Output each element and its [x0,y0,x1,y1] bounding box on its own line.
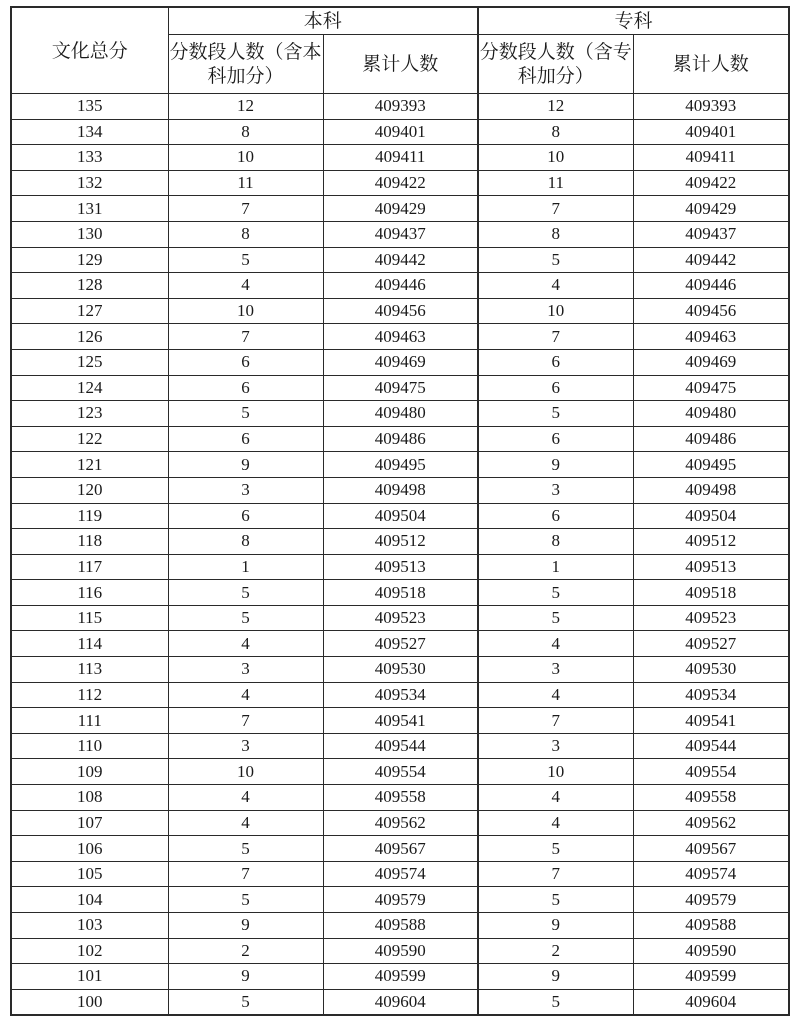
cell-undergrad-count: 10 [168,145,323,171]
table-row [11,913,789,939]
cell-junior-count: 4 [478,785,633,811]
cell-undergrad-count: 1 [168,554,323,580]
header-undergrad: 本科 [168,7,478,35]
cell-undergrad-count: 6 [168,426,323,452]
cell-undergrad-cumulative: 409579 [323,887,478,913]
cell-junior-count: 3 [478,477,633,503]
cell-undergrad-cumulative: 409411 [323,145,478,171]
cell-score: 128 [11,273,168,299]
cell-junior-cumulative: 409469 [633,349,789,375]
table-row [11,452,789,478]
header-score: 文化总分 [11,7,168,94]
cell-score: 130 [11,221,168,247]
cell-score: 123 [11,401,168,427]
cell-undergrad-cumulative: 409498 [323,477,478,503]
cell-score: 133 [11,145,168,171]
cell-junior-cumulative: 409422 [633,170,789,196]
cell-undergrad-count: 7 [168,861,323,887]
table-row [11,298,789,324]
cell-junior-cumulative: 409498 [633,477,789,503]
cell-junior-cumulative: 409411 [633,145,789,171]
table-row [11,349,789,375]
table-row [11,529,789,555]
cell-junior-cumulative: 409437 [633,221,789,247]
cell-junior-cumulative: 409574 [633,861,789,887]
cell-junior-cumulative: 409562 [633,810,789,836]
cell-undergrad-cumulative: 409463 [323,324,478,350]
cell-junior-cumulative: 409504 [633,503,789,529]
cell-undergrad-count: 4 [168,785,323,811]
cell-undergrad-count: 6 [168,375,323,401]
cell-junior-cumulative: 409513 [633,554,789,580]
cell-undergrad-cumulative: 409504 [323,503,478,529]
cell-undergrad-count: 5 [168,401,323,427]
cell-junior-cumulative: 409429 [633,196,789,222]
cell-undergrad-cumulative: 409534 [323,682,478,708]
table-row [11,273,789,299]
table-row [11,989,789,1015]
cell-score: 103 [11,913,168,939]
cell-score: 129 [11,247,168,273]
table-row [11,247,789,273]
cell-score: 131 [11,196,168,222]
cell-undergrad-cumulative: 409422 [323,170,478,196]
cell-undergrad-count: 8 [168,529,323,555]
cell-undergrad-cumulative: 409518 [323,580,478,606]
cell-undergrad-count: 7 [168,196,323,222]
cell-score: 104 [11,887,168,913]
cell-undergrad-cumulative: 409590 [323,938,478,964]
cell-score: 105 [11,861,168,887]
table-row [11,785,789,811]
cell-junior-count: 12 [478,94,633,120]
cell-undergrad-count: 9 [168,452,323,478]
cell-undergrad-count: 10 [168,298,323,324]
cell-junior-count: 10 [478,759,633,785]
table-row [11,94,789,120]
cell-junior-count: 5 [478,247,633,273]
cell-score: 113 [11,657,168,683]
cell-undergrad-cumulative: 409567 [323,836,478,862]
cell-junior-cumulative: 409486 [633,426,789,452]
table-row [11,682,789,708]
cell-junior-count: 9 [478,913,633,939]
cell-undergrad-cumulative: 409446 [323,273,478,299]
cell-score: 107 [11,810,168,836]
cell-score: 132 [11,170,168,196]
cell-undergrad-cumulative: 409523 [323,605,478,631]
cell-junior-count: 10 [478,298,633,324]
cell-junior-count: 5 [478,401,633,427]
cell-score: 124 [11,375,168,401]
cell-undergrad-cumulative: 409530 [323,657,478,683]
table-row [11,401,789,427]
table-row [11,324,789,350]
cell-junior-cumulative: 409604 [633,989,789,1015]
table-row [11,503,789,529]
table-row [11,426,789,452]
cell-score: 119 [11,503,168,529]
table-row [11,221,789,247]
table-row [11,657,789,683]
cell-junior-cumulative: 409530 [633,657,789,683]
cell-junior-count: 5 [478,887,633,913]
cell-junior-cumulative: 409495 [633,452,789,478]
cell-undergrad-cumulative: 409456 [323,298,478,324]
cell-junior-count: 6 [478,375,633,401]
cell-score: 127 [11,298,168,324]
cell-undergrad-cumulative: 409574 [323,861,478,887]
cell-undergrad-count: 6 [168,503,323,529]
cell-junior-cumulative: 409523 [633,605,789,631]
cell-undergrad-count: 8 [168,119,323,145]
cell-undergrad-cumulative: 409513 [323,554,478,580]
cell-score: 126 [11,324,168,350]
table-row [11,887,789,913]
cell-junior-cumulative: 409463 [633,324,789,350]
table-row [11,170,789,196]
cell-score: 111 [11,708,168,734]
cell-undergrad-count: 12 [168,94,323,120]
cell-score: 114 [11,631,168,657]
cell-score: 121 [11,452,168,478]
table-row [11,964,789,990]
cell-undergrad-cumulative: 409429 [323,196,478,222]
cell-junior-count: 4 [478,682,633,708]
cell-junior-count: 1 [478,554,633,580]
header-undergrad-cumulative: 累计人数 [323,35,478,94]
cell-undergrad-count: 5 [168,887,323,913]
cell-undergrad-cumulative: 409495 [323,452,478,478]
cell-undergrad-count: 5 [168,836,323,862]
header-junior-cumulative: 累计人数 [633,35,789,94]
cell-junior-count: 7 [478,708,633,734]
cell-score: 108 [11,785,168,811]
cell-undergrad-cumulative: 409562 [323,810,478,836]
cell-score: 102 [11,938,168,964]
cell-undergrad-cumulative: 409486 [323,426,478,452]
cell-junior-count: 8 [478,119,633,145]
cell-undergrad-count: 4 [168,273,323,299]
cell-undergrad-count: 3 [168,733,323,759]
cell-undergrad-count: 8 [168,221,323,247]
cell-undergrad-count: 4 [168,682,323,708]
cell-undergrad-count: 2 [168,938,323,964]
cell-junior-count: 4 [478,631,633,657]
cell-undergrad-count: 6 [168,349,323,375]
cell-junior-cumulative: 409480 [633,401,789,427]
cell-undergrad-cumulative: 409544 [323,733,478,759]
cell-junior-count: 3 [478,733,633,759]
cell-junior-cumulative: 409544 [633,733,789,759]
cell-undergrad-cumulative: 409527 [323,631,478,657]
cell-junior-count: 6 [478,349,633,375]
cell-junior-count: 5 [478,580,633,606]
cell-undergrad-cumulative: 409401 [323,119,478,145]
header-row-top [11,7,789,35]
table-row [11,836,789,862]
cell-undergrad-count: 11 [168,170,323,196]
cell-junior-cumulative: 409512 [633,529,789,555]
cell-junior-cumulative: 409393 [633,94,789,120]
cell-undergrad-cumulative: 409469 [323,349,478,375]
cell-junior-cumulative: 409558 [633,785,789,811]
cell-score: 118 [11,529,168,555]
cell-undergrad-cumulative: 409475 [323,375,478,401]
cell-junior-cumulative: 409446 [633,273,789,299]
cell-junior-count: 7 [478,861,633,887]
cell-junior-cumulative: 409590 [633,938,789,964]
table-row [11,145,789,171]
cell-junior-cumulative: 409518 [633,580,789,606]
cell-undergrad-cumulative: 409437 [323,221,478,247]
cell-undergrad-count: 4 [168,810,323,836]
table-header [11,7,789,94]
table-row [11,119,789,145]
table-row [11,708,789,734]
cell-junior-cumulative: 409527 [633,631,789,657]
table-row [11,605,789,631]
table-row [11,631,789,657]
cell-junior-cumulative: 409567 [633,836,789,862]
cell-junior-count: 3 [478,657,633,683]
table-row [11,810,789,836]
cell-junior-cumulative: 409541 [633,708,789,734]
table-row [11,477,789,503]
cell-junior-count: 5 [478,836,633,862]
cell-undergrad-count: 5 [168,580,323,606]
cell-junior-count: 7 [478,324,633,350]
header-junior-count: 分数段人数（含专科加分） [478,35,633,94]
score-distribution-table [10,6,790,1016]
cell-undergrad-cumulative: 409604 [323,989,478,1015]
cell-score: 112 [11,682,168,708]
cell-junior-cumulative: 409442 [633,247,789,273]
cell-junior-cumulative: 409534 [633,682,789,708]
table-row [11,733,789,759]
cell-undergrad-count: 5 [168,989,323,1015]
cell-undergrad-count: 3 [168,657,323,683]
cell-junior-count: 5 [478,605,633,631]
cell-undergrad-count: 10 [168,759,323,785]
cell-junior-count: 2 [478,938,633,964]
cell-score: 116 [11,580,168,606]
cell-undergrad-cumulative: 409512 [323,529,478,555]
cell-junior-count: 6 [478,503,633,529]
cell-undergrad-count: 5 [168,605,323,631]
cell-junior-count: 4 [478,273,633,299]
cell-junior-count: 11 [478,170,633,196]
cell-score: 100 [11,989,168,1015]
table-row [11,861,789,887]
cell-score: 120 [11,477,168,503]
cell-score: 101 [11,964,168,990]
cell-undergrad-cumulative: 409588 [323,913,478,939]
cell-undergrad-count: 9 [168,913,323,939]
cell-junior-cumulative: 409401 [633,119,789,145]
cell-undergrad-count: 4 [168,631,323,657]
cell-junior-count: 6 [478,426,633,452]
cell-junior-cumulative: 409554 [633,759,789,785]
cell-undergrad-count: 7 [168,324,323,350]
cell-junior-count: 9 [478,964,633,990]
cell-junior-cumulative: 409599 [633,964,789,990]
cell-junior-cumulative: 409579 [633,887,789,913]
cell-junior-count: 7 [478,196,633,222]
cell-score: 135 [11,94,168,120]
cell-junior-count: 8 [478,221,633,247]
cell-junior-cumulative: 409475 [633,375,789,401]
table-row [11,759,789,785]
table-row [11,375,789,401]
cell-junior-cumulative: 409456 [633,298,789,324]
cell-junior-count: 9 [478,452,633,478]
cell-undergrad-cumulative: 409393 [323,94,478,120]
cell-junior-count: 4 [478,810,633,836]
cell-undergrad-cumulative: 409558 [323,785,478,811]
cell-undergrad-count: 9 [168,964,323,990]
cell-undergrad-cumulative: 409599 [323,964,478,990]
cell-score: 117 [11,554,168,580]
cell-junior-count: 8 [478,529,633,555]
cell-score: 122 [11,426,168,452]
table-row [11,938,789,964]
cell-undergrad-cumulative: 409541 [323,708,478,734]
cell-undergrad-count: 7 [168,708,323,734]
cell-score: 115 [11,605,168,631]
cell-score: 110 [11,733,168,759]
cell-undergrad-cumulative: 409480 [323,401,478,427]
cell-undergrad-cumulative: 409442 [323,247,478,273]
header-undergrad-count: 分数段人数（含本科加分） [168,35,323,94]
cell-score: 106 [11,836,168,862]
table-row [11,554,789,580]
cell-junior-count: 10 [478,145,633,171]
cell-junior-count: 5 [478,989,633,1015]
cell-junior-cumulative: 409588 [633,913,789,939]
table-row [11,580,789,606]
cell-undergrad-count: 3 [168,477,323,503]
cell-score: 109 [11,759,168,785]
cell-undergrad-cumulative: 409554 [323,759,478,785]
cell-score: 125 [11,349,168,375]
table-body [11,94,789,1016]
cell-score: 134 [11,119,168,145]
header-junior: 专科 [478,7,789,35]
cell-undergrad-count: 5 [168,247,323,273]
table-row [11,196,789,222]
